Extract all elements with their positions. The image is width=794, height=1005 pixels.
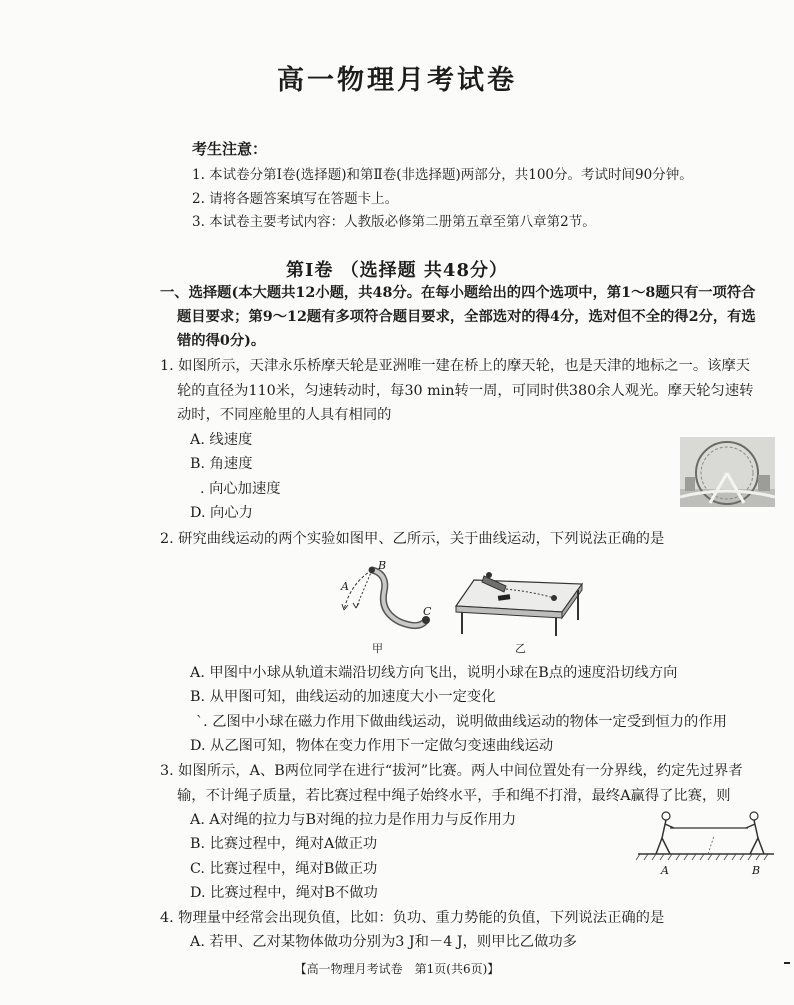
page-mark xyxy=(784,962,790,964)
question-3-text: 输，不计绳子质量，若比赛过程中绳子始终水平，手和绳不打滑，最终A赢得了比赛，则 xyxy=(177,788,731,804)
question-3-option-a: A. A对绳的拉力与B对绳的拉力是作用力与反作用力 xyxy=(190,812,517,828)
figure-caption-yi: 乙 xyxy=(515,642,526,655)
magnet-table-figure xyxy=(454,562,584,637)
question-3-option-c: C. 比赛过程中，绳对B做正功 xyxy=(190,861,378,877)
page-footer: 【高一物理月考试卷 第1页(共6页)】 xyxy=(294,962,500,976)
question-1-text: 轮的直径为110米，匀速转动时，每30 min转一周，可同时供380余人观光。摩天轮匀速转 xyxy=(177,383,754,399)
ferris-wheel-photo xyxy=(680,437,775,507)
question-4-option-a: A. 若甲、乙对某物体做功分别为3 J和－4 J，则甲比乙做功多 xyxy=(190,934,577,950)
figure-label-a: A xyxy=(341,580,349,593)
figure-label-b: B xyxy=(378,559,387,572)
notice-heading: 考生注意： xyxy=(192,140,268,158)
question-2-option-c: `. 乙图中小球在磁力作用下做曲线运动，说明做曲线运动的物体一定受到恒力的作用 xyxy=(196,714,727,730)
question-2-option-a: A. 甲图中小球从轨道末端沿切线方向飞出，说明小球在B点的速度沿切线方向 xyxy=(190,665,678,681)
section-intro: 题目要求；第9～12题有多项符合题目要求，全部选对的得4分，选对但不全的得2分，有选 xyxy=(177,309,756,325)
figure-label-c: C xyxy=(423,605,432,618)
question-3-option-d: D. 比赛过程中，绳对B不做功 xyxy=(190,885,378,901)
notice-item: 3. 本试卷主要考试内容：人教版必修第二册第五章至第八章第2节。 xyxy=(192,214,596,230)
figure-label-a: A xyxy=(661,864,669,877)
question-4-text: 4. 物理量中经常会出现负值，比如：负功、重力势能的负值，下列说法正确的是 xyxy=(160,910,665,926)
question-3-text: 3. 如图所示，A、B两位同学在进行“拔河”比赛。两人中间位置处有一分界线，约定先过界者 xyxy=(160,763,743,779)
question-2-text: 2. 研究曲线运动的两个实验如图甲、乙所示，关于曲线运动，下列说法正确的是 xyxy=(160,531,665,547)
question-1-option-c: . 向心加速度 xyxy=(200,481,281,497)
question-1-option-a: A. 线速度 xyxy=(190,432,253,448)
section-intro: 错的得0分)。 xyxy=(177,333,266,349)
question-2-option-b: B. 从甲图可知，曲线运动的加速度大小一定变化 xyxy=(190,689,496,705)
page-title: 高一物理月考试卷 xyxy=(277,65,517,96)
section-intro: 一、选择题(本大题共12小题，共48分。在每小题给出的四个选项中，第1～8题只有一项符合 xyxy=(160,285,756,301)
notice-item: 1. 本试卷分第Ⅰ卷(选择题)和第Ⅱ卷(非选择题)两部分，共100分。考试时间90分钟。 xyxy=(192,167,693,183)
figure-caption-jia: 甲 xyxy=(372,642,383,655)
question-2-option-d: D. 从乙图可知，物体在变力作用下一定做匀变速曲线运动 xyxy=(190,738,554,754)
question-1-text: 1. 如图所示，天津永乐桥摩天轮是亚洲唯一建在桥上的摩天轮，也是天津的地标之一。该摩天 xyxy=(160,358,751,374)
question-1-option-b: B. 角速度 xyxy=(190,456,253,472)
tug-of-war-figure xyxy=(636,806,776,862)
question-3-option-b: B. 比赛过程中，绳对A做正功 xyxy=(190,836,378,852)
figure-label-b: B xyxy=(752,864,761,877)
question-1-option-d: D. 向心力 xyxy=(190,505,253,521)
question-1-text: 动时，不同座舱里的人具有相同的 xyxy=(177,407,392,423)
notice-item: 2. 请将各题答案填写在答题卡上。 xyxy=(192,191,399,207)
section-heading: 第Ⅰ卷 （选择题 共48分） xyxy=(285,260,508,281)
